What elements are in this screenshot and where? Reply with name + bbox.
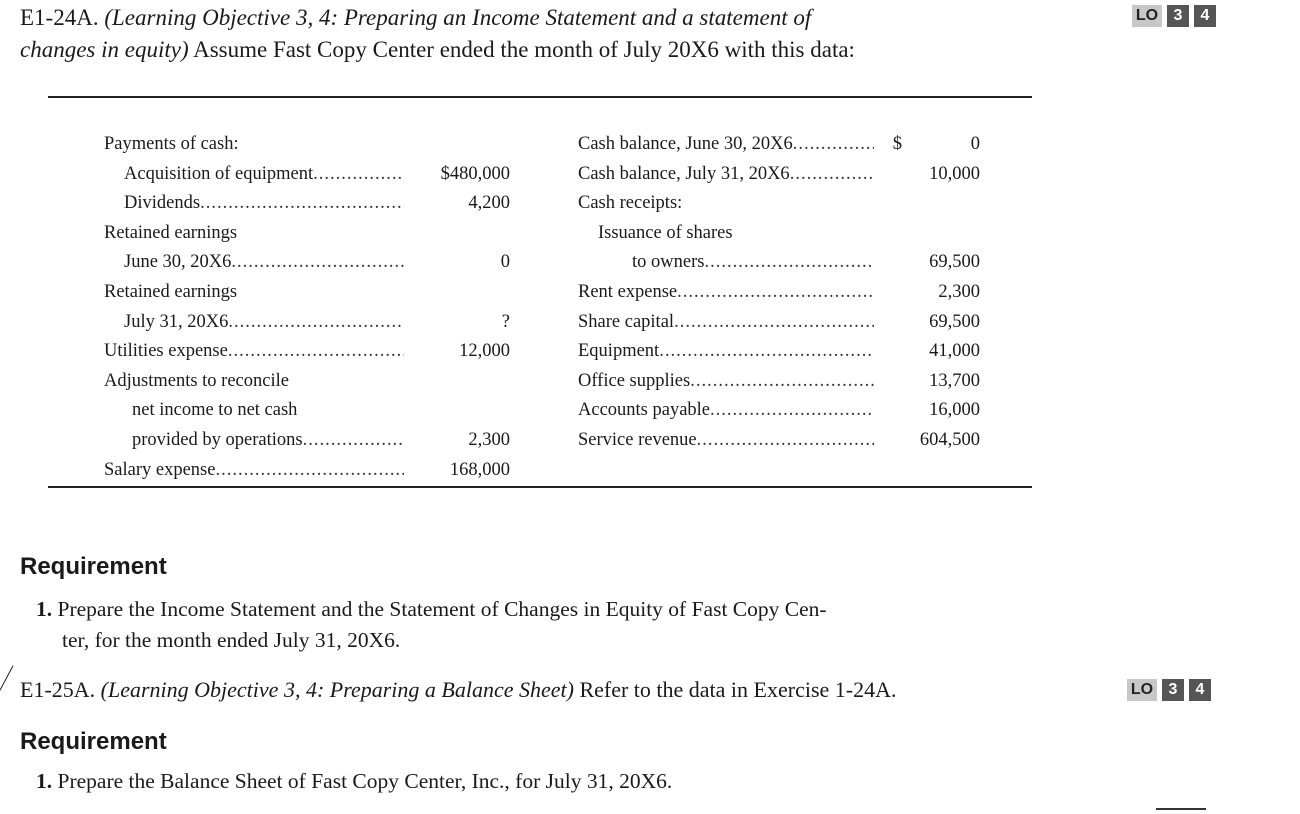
row-label (578, 337, 874, 367)
leader-dots (674, 308, 874, 338)
row-label-text: Cash receipts: (578, 193, 683, 214)
row-label (124, 160, 404, 190)
row-value: 0 (970, 134, 980, 154)
row-label-text: provided by operations (132, 430, 303, 450)
row-label-text: Adjustments to reconcile (104, 370, 289, 391)
leader-dots (200, 189, 404, 219)
page-edge-rule (1156, 808, 1206, 810)
row-value: 168,000 (449, 459, 510, 480)
row-label-text: Rent expense (578, 282, 678, 302)
requirement-text-line-2: ter, for the month ended July 31, 20X6. (62, 628, 401, 652)
learning-objective-cont: changes in equity) (20, 37, 189, 62)
row-value: 69,500 (929, 252, 980, 273)
row-label-text: Service revenue (578, 430, 697, 450)
currency-symbol: $ (892, 134, 902, 154)
requirement-item (36, 766, 672, 797)
row-value: 604,500 (919, 430, 980, 450)
exercise-id: E1-24A. (20, 5, 99, 30)
leader-dots (697, 426, 874, 456)
lo-number: 3 (1167, 5, 1189, 27)
row-label (578, 189, 682, 219)
row-label (104, 219, 237, 249)
item-number: 1. (36, 769, 53, 793)
leader-dots (659, 337, 874, 367)
leader-dots (704, 248, 874, 278)
exercise-id: E1-25A. (20, 677, 96, 702)
lo-number: 4 (1189, 679, 1211, 701)
lo-badge-e1-25a (1127, 679, 1211, 701)
row-label-text: Payments of cash: (104, 134, 239, 154)
row-label-text: to owners (632, 252, 705, 273)
row-label-text: Retained earnings (104, 222, 238, 243)
lo-tag: LO (1132, 5, 1162, 27)
row-value: 4,200 (468, 193, 510, 214)
table-bottom-rule (48, 486, 1032, 488)
row-label (578, 130, 874, 160)
row-label-text: Acquisition of equipment (124, 163, 314, 184)
row-label (104, 367, 289, 397)
leader-dots (677, 278, 874, 308)
leader-dots (228, 308, 404, 338)
row-label (104, 456, 404, 486)
exercise-intro: Assume Fast Copy Center ended the month of July 20X6 with this data: (188, 37, 855, 62)
row-label (124, 189, 404, 219)
row-label (124, 248, 404, 278)
row-label-text: Issuance of shares (598, 222, 733, 243)
row-label-text: Dividends (124, 193, 201, 214)
row-value: 2,300 (468, 430, 510, 450)
leader-dots (231, 248, 404, 278)
leader-dots (303, 426, 404, 456)
item-number: 1. (36, 597, 53, 621)
requirement-heading: Requirement (20, 728, 167, 755)
exercise-e1-25a-header (20, 674, 896, 706)
row-value: 13,700 (929, 370, 980, 391)
row-label-text: Accounts payable (578, 400, 711, 421)
requirement-text-line-1: Prepare the Income Statement and the Statement of Changes in Equity of Fast Copy Cen- (57, 597, 827, 621)
row-label (578, 278, 874, 308)
leader-dots (228, 337, 404, 367)
row-value: 41,000 (929, 341, 980, 362)
row-label (578, 396, 874, 426)
row-label (104, 337, 404, 367)
row-label-text: Cash balance, June 30, 20X6 (578, 134, 793, 154)
row-label-text: Equipment (578, 341, 660, 362)
requirement-text-line-1: Prepare the Balance Sheet of Fast Copy Center, Inc., for July 31, 20X6. (57, 769, 673, 793)
row-label-text: Share capital (578, 311, 675, 332)
row-value: 12,000 (459, 341, 510, 362)
row-label (104, 278, 237, 308)
margin-mark (0, 665, 14, 690)
row-label (578, 367, 874, 397)
row-label-text: Utilities expense (104, 341, 228, 362)
row-value: ? (501, 311, 510, 332)
row-value: 10,000 (929, 163, 980, 184)
row-label-text: July 31, 20X6 (124, 311, 229, 332)
lo-number: 3 (1162, 679, 1184, 701)
row-label (132, 396, 297, 426)
row-label-text: Salary expense (104, 459, 216, 480)
row-label (132, 426, 404, 456)
row-label-text: June 30, 20X6 (124, 252, 232, 273)
row-label (578, 308, 874, 338)
leader-dots (215, 456, 404, 486)
learning-objective: (Learning Objective 3, 4: Preparing a Balance Sheet) (100, 677, 574, 702)
leader-dots (710, 396, 874, 426)
requirement-heading: Requirement (20, 553, 167, 580)
row-label (104, 130, 239, 160)
row-label (632, 248, 874, 278)
requirement-item (36, 594, 827, 656)
lo-tag: LO (1127, 679, 1157, 701)
learning-objective: (Learning Objective 3, 4: Preparing an Income Statement and a statement of (104, 5, 812, 30)
row-label (598, 219, 733, 249)
exercise-intro: Refer to the data in Exercise 1-24A. (573, 677, 897, 702)
row-label (124, 308, 404, 338)
row-label-text: Office supplies (578, 370, 691, 391)
row-value: 0 (500, 252, 510, 273)
row-label-text: Retained earnings (104, 282, 238, 302)
row-value: $480,000 (440, 163, 510, 184)
row-value: 16,000 (929, 400, 980, 421)
row-value: 69,500 (929, 311, 980, 332)
leader-dots (690, 367, 874, 397)
lo-number: 4 (1194, 5, 1216, 27)
row-label (578, 426, 874, 456)
row-label-text: net income to net cash (132, 400, 298, 421)
row-label-text: Cash balance, July 31, 20X6 (578, 163, 790, 184)
row-value: 2,300 (938, 282, 980, 302)
row-label (578, 160, 874, 190)
